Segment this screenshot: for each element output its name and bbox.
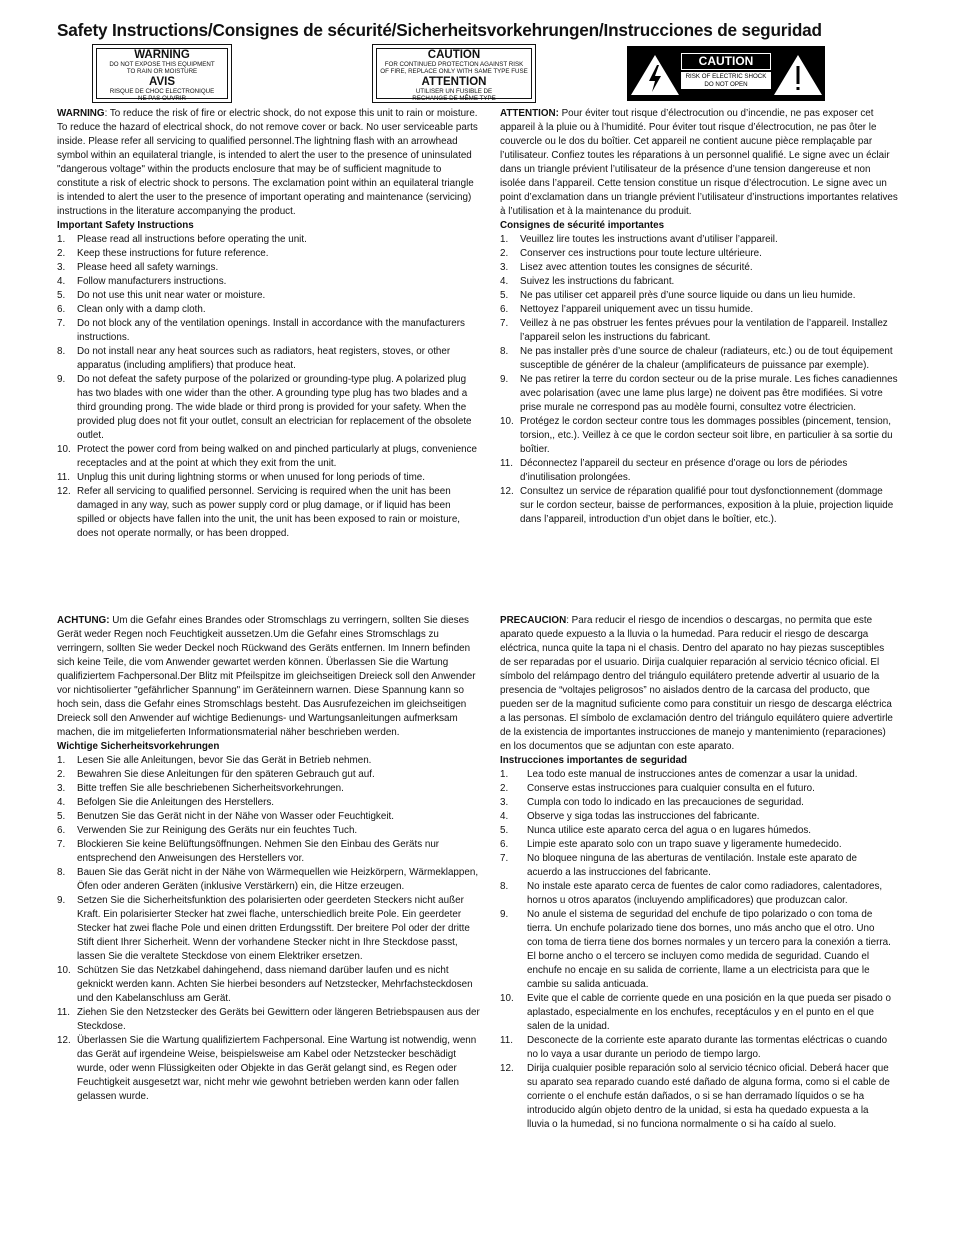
instruction-number: 7.: [500, 318, 509, 329]
instruction-text: Evite que el cable de corriente quede en una posición en la que pueda ser pisado o aplastado, especialmente en los enchufes, receptáculos y en el punto en el que salen de la unidad.: [527, 993, 891, 1032]
instruction-number: 2.: [500, 248, 509, 259]
instruction-item: [57, 866, 481, 894]
shock-caution-text: [681, 72, 771, 89]
french-warning-paragraph: [500, 107, 898, 219]
instruction-text: Do not install near any heat sources such as radiators, heat registers, stoves, or other apparatus (including amplifiers) that produce heat.: [77, 346, 451, 371]
shock-caution-line: DO NOT OPEN: [704, 80, 748, 88]
warning-label-line: TO RAIN OR MOISTURE: [126, 68, 198, 76]
instruction-item: [500, 485, 898, 527]
instruction-number: 8.: [500, 881, 509, 892]
instruction-item: [57, 247, 481, 261]
instruction-text: Schützen Sie das Netzkabel dahingehend, dass niemand darüber laufen und es nicht geknickt werden kann. Achten Sie hierbei besonders auf Netzstecker, Mehrfachsteckdosen und den Kabelanschluss am Gerät.: [77, 965, 473, 1004]
instruction-number: 11.: [500, 458, 513, 469]
instruction-item: [57, 345, 481, 373]
instruction-item: [500, 303, 898, 317]
french-warning-label: ATTENTION:: [500, 108, 559, 119]
page-title: Safety Instructions/Consignes de sécurité/Sicherheitsvorkehrungen/Instrucciones de seguridad: [57, 20, 822, 40]
instruction-item: [57, 303, 481, 317]
instruction-item: [57, 289, 481, 303]
instruction-item: [57, 275, 481, 289]
instruction-number: 4.: [500, 811, 509, 822]
instruction-number: 5.: [57, 290, 66, 301]
instruction-item: [500, 233, 898, 247]
instruction-text: Limpie este aparato solo con un trapo suave y ligeramente humedecido.: [527, 839, 842, 850]
avis-label-line: RISQUE DE CHOC ELECTRONIQUE: [109, 87, 215, 95]
instruction-text: Bauen Sie das Gerät nicht in der Nähe von Wärmequellen wie Heizkörpern, Wärmeklappen, Öfen oder anderen Geräten (inklusive Verstärkern) ein, die Hitze erzeugen.: [77, 867, 479, 892]
german-section: [57, 614, 481, 1104]
instruction-number: 9.: [500, 374, 509, 385]
instruction-number: 3.: [57, 262, 66, 273]
instruction-text: Clean only with a damp cloth.: [77, 304, 206, 315]
warning-label-inner: [96, 48, 228, 103]
instruction-text: Bewahren Sie diese Anleitungen für den späteren Gebrauch gut auf.: [77, 769, 375, 780]
instruction-item: [500, 261, 898, 275]
warning-label-heading: WARNING: [134, 49, 190, 61]
instruction-text: Please read all instructions before operating the unit.: [77, 234, 307, 245]
instruction-number: 5.: [500, 290, 509, 301]
instruction-number: 1.: [57, 234, 66, 245]
instruction-number: 3.: [500, 797, 509, 808]
instruction-number: 1.: [500, 234, 509, 245]
instruction-number: 1.: [57, 755, 66, 766]
instruction-item: [57, 261, 481, 275]
lightning-triangle-icon: [630, 54, 680, 96]
spanish-instruction-list: [500, 768, 893, 1132]
instruction-number: 9.: [500, 909, 509, 920]
english-heading: Important Safety Instructions: [57, 220, 194, 231]
instruction-number: 9.: [57, 374, 66, 385]
german-warning-label: ACHTUNG:: [57, 615, 110, 626]
instruction-text: Protégez le cordon secteur contre tous les dommages possibles (pincement, tension, torsion,, etc.). Veillez à ce que le cordon secteur soit libre, en particulier à sa sortie du boîtier.: [520, 416, 893, 455]
spanish-heading: Instrucciones importantes de seguridad: [500, 755, 688, 766]
instruction-item: [57, 373, 481, 443]
instruction-number: 7.: [500, 853, 509, 864]
instruction-item: [500, 415, 898, 457]
avis-label-line: NE PAS OUVRIR: [137, 95, 187, 103]
french-instruction-list: [500, 233, 898, 527]
instruction-item: [500, 317, 898, 345]
instruction-item: [57, 824, 481, 838]
instruction-item: [500, 345, 898, 373]
instruction-number: 6.: [500, 304, 509, 315]
instruction-text: Suivez les instructions du fabricant.: [520, 276, 675, 287]
shock-caution-line: RISK OF ELECTRIC SHOCK: [685, 73, 767, 80]
french-section: [500, 107, 898, 527]
english-warning-text: : To reduce the risk of fire or electric shock, do not expose this unit to rain or moisture. To reduce the hazard of electrical shock, do not remove cover or back. No user serviceable parts inside. Please refer all servicing to qualified personnel.The lightning flash with an arrowhead symbol within an equilateral triangle, is intended to alert the user to the presence of uninsulated "dangerous voltage" within the products enclosure that may be of sufficient magnitude to constitute a risk of electric shock to persons. The exclamation point within an equilateral triangle is intended to alert the user to the presence of important operating and maintenance (servicing) instructions in the literature accompanying the product.: [57, 108, 478, 217]
instruction-item: [57, 233, 481, 247]
instruction-number: 12.: [500, 1063, 514, 1074]
instruction-text: Do not use this unit near water or moisture.: [77, 290, 266, 301]
instruction-text: Observe y siga todas las instrucciones del fabricante.: [527, 811, 760, 822]
instruction-number: 6.: [500, 839, 509, 850]
instruction-text: Refer all servicing to qualified personnel. Servicing is required when the unit has been damaged in any way, such as power supply cord or plug damage, or if liquid has been spilled or objects have fallen into the unit, the unit has been exposed to rain or moisture, does not operate normally, or has been dropped.: [77, 486, 461, 539]
instruction-number: 12.: [57, 1035, 71, 1046]
instruction-item: [57, 810, 481, 824]
instruction-item: [500, 852, 893, 880]
instruction-number: 6.: [57, 825, 66, 836]
instruction-text: Desconecte de la corriente este aparato durante las tormentas eléctricas o cuando no lo vaya a usar durante un periodo de tiempo largo.: [527, 1035, 888, 1060]
instruction-item: [500, 247, 898, 261]
english-instruction-list: [57, 233, 481, 541]
instruction-item: [500, 782, 893, 796]
instruction-number: 2.: [500, 783, 509, 794]
instruction-text: Do not block any of the ventilation openings. Install in accordance with the manufacturers instructions.: [77, 318, 465, 343]
english-warning-label: WARNING: [57, 108, 105, 119]
instruction-number: 4.: [57, 797, 66, 808]
english-warning-paragraph: [57, 107, 481, 219]
instruction-number: 6.: [57, 304, 66, 315]
instruction-number: 2.: [57, 769, 66, 780]
english-section: [57, 107, 481, 541]
instruction-number: 4.: [500, 276, 509, 287]
instruction-number: 10.: [500, 993, 514, 1004]
instruction-item: [57, 754, 481, 768]
spanish-warning-paragraph: [500, 614, 893, 754]
french-warning-text: Pour éviter tout risque d’électrocution ou d’incendie, ne pas exposer cet appareil à la pluie ou à l’humidité. Pour éviter tout risque d’électrocution, ne pas ôter le couvercle ou le dos du boîtier. Cet appareil ne contient aucune pièce remplaçable par l’utilisateur. Confiez toutes les réparations à un personnel qualifié. Le signe avec un éclair dans un triangle prévient l’utilisateur de la présence d’une tension dangereuse et non isolée dans l’appareil. Cette tension constitue un risque d’électrocution. Le signe avec un point d’exclamation dans un triangle prévient l’utilisateur d’instructions importantes relatives à l’utilisation et à la maintenance du produit.: [500, 108, 898, 217]
instruction-text: Déconnectez l’appareil du secteur en présence d’orage ou lors de périodes d’inutilisation prolongées.: [520, 458, 848, 483]
instruction-number: 7.: [57, 839, 66, 850]
instruction-text: Überlassen Sie die Wartung qualifiziertem Fachpersonal. Eine Wartung ist notwendig, wenn das Gerät auf irgendeine Weise, beispielsweise am Kabel oder Netzstecker beschädigt wurde, oder wenn Flüssigkeiten oder Objekte in das Gerät gelangt sind, es Regen oder Feuchtigkeit ausgesetzt war, nicht mehr wie gewohnt betrieben werden kann oder fallen gelassen wurde.: [77, 1035, 477, 1102]
instruction-text: Ne pas installer près d’une source de chaleur (radiateurs, etc.) ou de tout équipement susceptible de générer de la chaleur (amplificateurs de puissance par exemple).: [520, 346, 893, 371]
instruction-item: [500, 768, 893, 782]
instruction-text: Nettoyez l’appareil uniquement avec un tissu humide.: [520, 304, 754, 315]
instruction-number: 7.: [57, 318, 66, 329]
instruction-text: Veuillez lire toutes les instructions avant d’utiliser l’appareil.: [520, 234, 778, 245]
attention-label-heading: ATTENTION: [421, 75, 487, 88]
instruction-text: Verwenden Sie zur Reinigung des Geräts nur ein feuchtes Tuch.: [77, 825, 358, 836]
instruction-text: Consultez un service de réparation qualifié pour tout dysfonctionnement (dommage sur le cordon secteur, baisse de performances, exposition à la pluie, projection liquide dans l’appareil, introduction d’un objet dans le boîtier, etc.).: [520, 486, 894, 525]
attention-label-line: RECHANGE DE MÊME TYPE: [412, 95, 496, 103]
instruction-item: [57, 964, 481, 1006]
instruction-item: [500, 810, 893, 824]
instruction-item: [500, 275, 898, 289]
instruction-text: Conserver ces instructions pour toute lecture ultérieure.: [520, 248, 762, 259]
exclamation-triangle-icon: [773, 54, 823, 96]
instruction-text: No instale este aparato cerca de fuentes de calor como radiadores, calentadores, hornos u otros aparatos (incluyendo amplificadores) que produzcan calor.: [527, 881, 883, 906]
instruction-text: Follow manufacturers instructions.: [77, 276, 227, 287]
instruction-item: [57, 1034, 481, 1104]
instruction-item: [57, 796, 481, 810]
caution-label-line: FOR CONTINUED PROTECTION AGAINST RISK: [384, 61, 524, 68]
caution-fuse-label: [372, 44, 536, 103]
german-warning-text: Um die Gefahr eines Brandes oder Stromschlags zu verringern, sollten Sie dieses Gerät weder Regen noch Feuchtigkeit aussetzen.Um die Gefahr eines Stromschlags zu verringern, sollten Sie weder Deckel noch Rückwand des Geräts entfernen. Im Innern befinden sich keine Teile, die vom Anwender gewartet werden können. Überlassen Sie die Wartung qualifiziertem Fachpersonal.Der Blitz mit Pfeilspitze im gleichseitigen Dreieck soll den Anwender vor nichtisolierter "gefährlicher Spannung" im Geräteinnern warnen. Diese Spannung kann so hoch sein, dass die Gefahr eines Stromschlags besteht. Das Ausrufezeichen im gleichseitigen Dreieck soll den Anwender auf wichtige Bedienungs- und Wartungsanleitungen aufmerksam machen, die im mitgelieferten Informationsmaterial näher beschrieben werden.: [57, 615, 476, 738]
instruction-item: [500, 796, 893, 810]
instruction-text: Ziehen Sie den Netzstecker des Geräts bei Gewittern oder längeren Betriebspausen aus der Steckdose.: [77, 1007, 480, 1032]
instruction-item: [57, 443, 481, 471]
instruction-text: No bloquee ninguna de las aberturas de ventilación. Instale este aparato de acuerdo a las instrucciones del fabricante.: [527, 853, 857, 878]
instruction-text: Befolgen Sie die Anleitungen des Herstellers.: [77, 797, 274, 808]
avis-label-heading: AVIS: [149, 75, 175, 88]
caution-label-line: OF FIRE, REPLACE ONLY WITH SAME TYPE FUSE: [380, 68, 528, 76]
instruction-number: 3.: [500, 262, 509, 273]
caution-fuse-label-inner: [376, 48, 532, 103]
french-heading: Consignes de sécurité importantes: [500, 220, 665, 231]
instruction-text: Blockieren Sie keine Belüftungsöffnungen. Nehmen Sie den Einbau des Geräts nur entsprechend den Anweisungen des Herstellers vor.: [77, 839, 440, 864]
shock-caution-heading: CAUTION: [681, 53, 771, 70]
instruction-text: Benutzen Sie das Gerät nicht in der Nähe von Wasser oder Feuchtigkeit.: [77, 811, 394, 822]
instruction-number: 10.: [57, 444, 71, 455]
instruction-text: Do not defeat the safety purpose of the polarized or grounding-type plug. A polarized plug has two blades with one wider than the other. A grounding type plug has two blades and a third grounding prong. The wide blade or third prong is provided for your safety. When the provided plug does not fit your outlet, consult an electrician for replacement of the obsolete outlet.: [77, 374, 472, 441]
instruction-number: 11.: [57, 472, 70, 483]
instruction-item: [57, 838, 481, 866]
instruction-item: [57, 1006, 481, 1034]
instruction-item: [500, 1062, 893, 1132]
spanish-warning-label: PRECAUCION: [500, 615, 567, 626]
instruction-item: [57, 894, 481, 964]
instruction-text: Please heed all safety warnings.: [77, 262, 219, 273]
warning-label: [92, 44, 232, 103]
instruction-item: [500, 908, 893, 992]
instruction-number: 11.: [500, 1035, 513, 1046]
instruction-item: [57, 768, 481, 782]
instruction-item: [500, 457, 898, 485]
instruction-number: 12.: [57, 486, 71, 497]
instruction-item: [500, 992, 893, 1034]
instruction-number: 8.: [500, 346, 509, 357]
instruction-number: 9.: [57, 895, 66, 906]
instruction-item: [500, 880, 893, 908]
instruction-text: No anule el sistema de seguridad del enchufe de tipo polarizado o con toma de tierra. Un enchufe polarizado tiene dos bornes, uno más ancho que el otro. Uno con toma de tierra tiene dos bornes normales y un tercero para la conexión a tierra. El borne ancho o el tercero se incluyen como medida de seguridad. Cuando el enchufe no encaje en su salida de corriente, llame a un electricista para que le cambie su salida anticuada.: [527, 909, 891, 990]
instruction-text: Cumpla con todo lo indicado en las precauciones de seguridad.: [527, 797, 804, 808]
instruction-number: 4.: [57, 276, 66, 287]
german-heading: Wichtige Sicherheitsvorkehrungen: [57, 741, 220, 752]
instruction-number: 12.: [500, 486, 514, 497]
instruction-number: 5.: [500, 825, 509, 836]
electric-shock-label: [627, 46, 825, 101]
instruction-number: 1.: [500, 769, 509, 780]
instruction-number: 5.: [57, 811, 66, 822]
german-warning-paragraph: [57, 614, 481, 740]
instruction-number: 8.: [57, 867, 66, 878]
instruction-item: [57, 317, 481, 345]
german-instruction-list: [57, 754, 481, 1104]
instruction-number: 10.: [500, 416, 514, 427]
warning-label-line: DO NOT EXPOSE THIS EQUIPMENT: [109, 61, 215, 68]
instruction-text: Bitte treffen Sie alle beschriebenen Sicherheitsvorkehrungen.: [77, 783, 344, 794]
instruction-number: 8.: [57, 346, 66, 357]
instruction-number: 10.: [57, 965, 71, 976]
instruction-item: [500, 1034, 893, 1062]
spanish-section: [500, 614, 893, 1132]
instruction-number: 2.: [57, 248, 66, 259]
instruction-item: [500, 824, 893, 838]
instruction-text: Lea todo este manual de instrucciones antes de comenzar a usar la unidad.: [527, 769, 858, 780]
instruction-text: Unplug this unit during lightning storms or when unused for long periods of time.: [77, 472, 426, 483]
caution-label-heading: CAUTION: [427, 49, 481, 61]
instruction-item: [57, 471, 481, 485]
instruction-text: Conserve estas instrucciones para cualquier consulta en el futuro.: [527, 783, 815, 794]
instruction-item: [500, 838, 893, 852]
instruction-text: Dirija cualquier posible reparación solo al servicio técnico oficial. Deberá hacer que su aparato sea reparado cuando esté dañado de alguna forma, como si el cable de corriente o el enchufe están dañados, o si se han derramado líquidos o se ha introducido algún objeto dentro de la unidad, si esta ha quedado expuesta a la lluvia o la humedad, si no funciona normalmente o si ha caído al suelo.: [527, 1063, 890, 1130]
instruction-text: Nunca utilice este aparato cerca del agua o en lugares húmedos.: [527, 825, 812, 836]
instruction-item: [500, 373, 898, 415]
instruction-text: Ne pas retirer la terre du cordon secteur ou de la prise murale. Les fiches canadiennes avec polarisation (avec une lame plus large) ne doivent pas être modifiées. Si votre prise murale ne correspond pas au modèle fourni, consultez votre électricien.: [520, 374, 898, 413]
instruction-item: [500, 289, 898, 303]
spanish-warning-text: : Para reducir el riesgo de incendios o descargas, no permita que este aparato quede expuesto a la lluvia o la humedad. Para reducir el riesgo de descarga eléctrica, nunca quite la tapa ni el chasis. Dentro del aparato no hay piezas susceptibles de ser reparadas por el usuario. Dirija cualquier reparación al servicio técnico oficial. El símbolo del relámpago dentro del triángulo equilátero pretende advertir al usuario de la presencia de “voltajes peligrosos” no aislados dentro de la carcasa del producto, que pueden ser de la magnitud suficiente como para constituir un riesgo de descarga eléctrica a las personas. El símbolo de exclamación dentro del triángulo equilátero quiere advertirle de la existencia de importantes instrucciones de manejo y mantenimiento (reparaciones) en los documentos que se adjuntan con este aparato.: [500, 615, 893, 752]
attention-label-line: UTILISER UN FUSIBLE DE: [415, 87, 493, 95]
instruction-text: Keep these instructions for future reference.: [77, 248, 269, 259]
instruction-text: Veillez à ne pas obstruer les fentes prévues pour la ventilation de l’appareil. Installez l’appareil selon les instructions du fabricant.: [520, 318, 888, 343]
instruction-text: Lisez avec attention toutes les consignes de sécurité.: [520, 262, 753, 273]
instruction-text: Lesen Sie alle Anleitungen, bevor Sie das Gerät in Betrieb nehmen.: [77, 755, 372, 766]
instruction-number: 3.: [57, 783, 66, 794]
instruction-text: Ne pas utiliser cet appareil près d’une source liquide ou dans un lieu humide.: [520, 290, 856, 301]
instruction-item: [57, 782, 481, 796]
electric-shock-label-center: [681, 53, 771, 93]
instruction-text: Setzen Sie die Sicherheitsfunktion des polarisierten oder geerdeten Steckers nicht außer Kraft. Ein polarisierter Stecker hat zwei flache, unterschiedlich breite Pole. Ein geerdeter Stecker hat zwei flache Pole und einen dritten Erdungsstift. Der breitere Pol oder der dritte Stift dient Ihrer Sicherheit. Wenn der vorhandene Stecker nicht in Ihre Steckdose passt, lassen Sie die veraltete Steckdose von einem Elektriker ersetzen.: [77, 895, 470, 962]
instruction-text: Protect the power cord from being walked on and pinched particularly at plugs, convenience receptacles and at the point at which they exit from the unit.: [77, 444, 477, 469]
instruction-item: [57, 485, 481, 541]
instruction-number: 11.: [57, 1007, 70, 1018]
